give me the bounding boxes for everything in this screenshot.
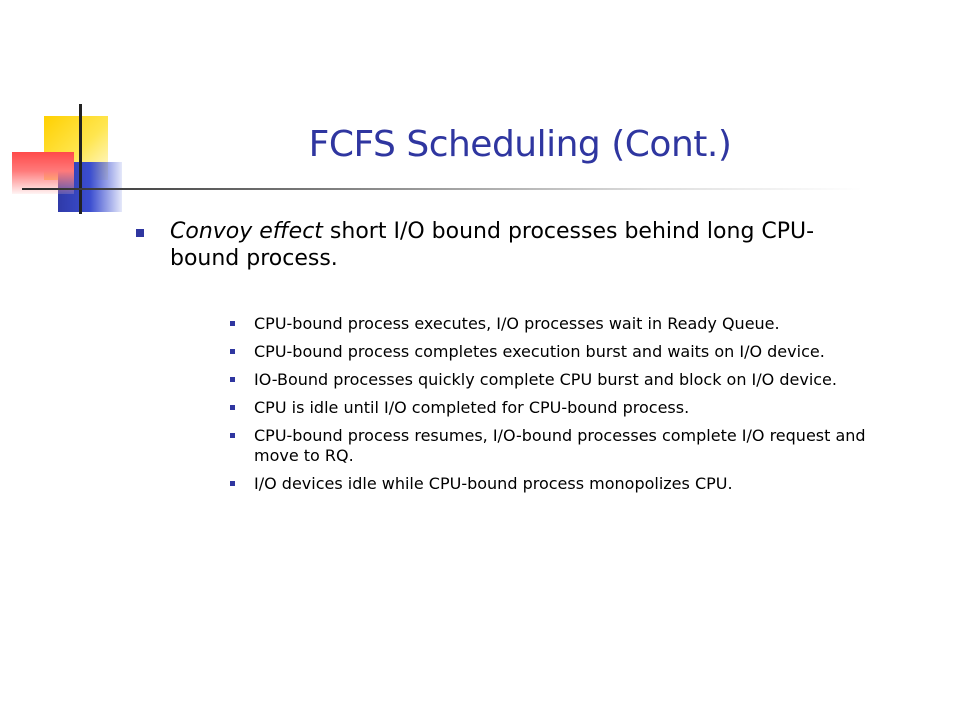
convoy-effect-term: Convoy effect [170,219,323,244]
square-bullet-icon [230,405,235,410]
title-underline [22,188,862,190]
main-bullet-description: short I/O bound processes behind long CPU-bound process. [170,219,815,271]
sub-bullet-item [230,398,910,418]
main-bullet-text [170,218,880,272]
sub-bullet-item [230,426,910,466]
square-bullet-icon [230,433,235,438]
decorative-vertical-line [79,104,82,214]
sub-bullet-list [230,314,910,502]
sub-bullet-item [230,370,910,390]
sub-bullet-text: CPU-bound process executes, I/O processes wait in Ready Queue. [254,314,780,333]
sub-bullet-item [230,474,910,494]
sub-bullet-text: CPU is idle until I/O completed for CPU-bound process. [254,398,690,417]
sub-bullet-text: IO-Bound processes quickly complete CPU burst and block on I/O device. [254,370,837,389]
square-bullet-icon [230,321,235,326]
sub-bullet-item [230,342,910,362]
slide-title: FCFS Scheduling (Cont.) [308,124,732,165]
square-bullet-icon [136,229,144,237]
sub-bullet-text: CPU-bound process completes execution burst and waits on I/O device. [254,342,825,361]
square-bullet-icon [230,481,235,486]
square-bullet-icon [230,377,235,382]
sub-bullet-text: I/O devices idle while CPU-bound process monopolizes CPU. [254,474,733,493]
sub-bullet-text: CPU-bound process resumes, I/O-bound processes complete I/O request and move to RQ. [254,426,866,465]
square-bullet-icon [230,349,235,354]
sub-bullet-item [230,314,910,334]
